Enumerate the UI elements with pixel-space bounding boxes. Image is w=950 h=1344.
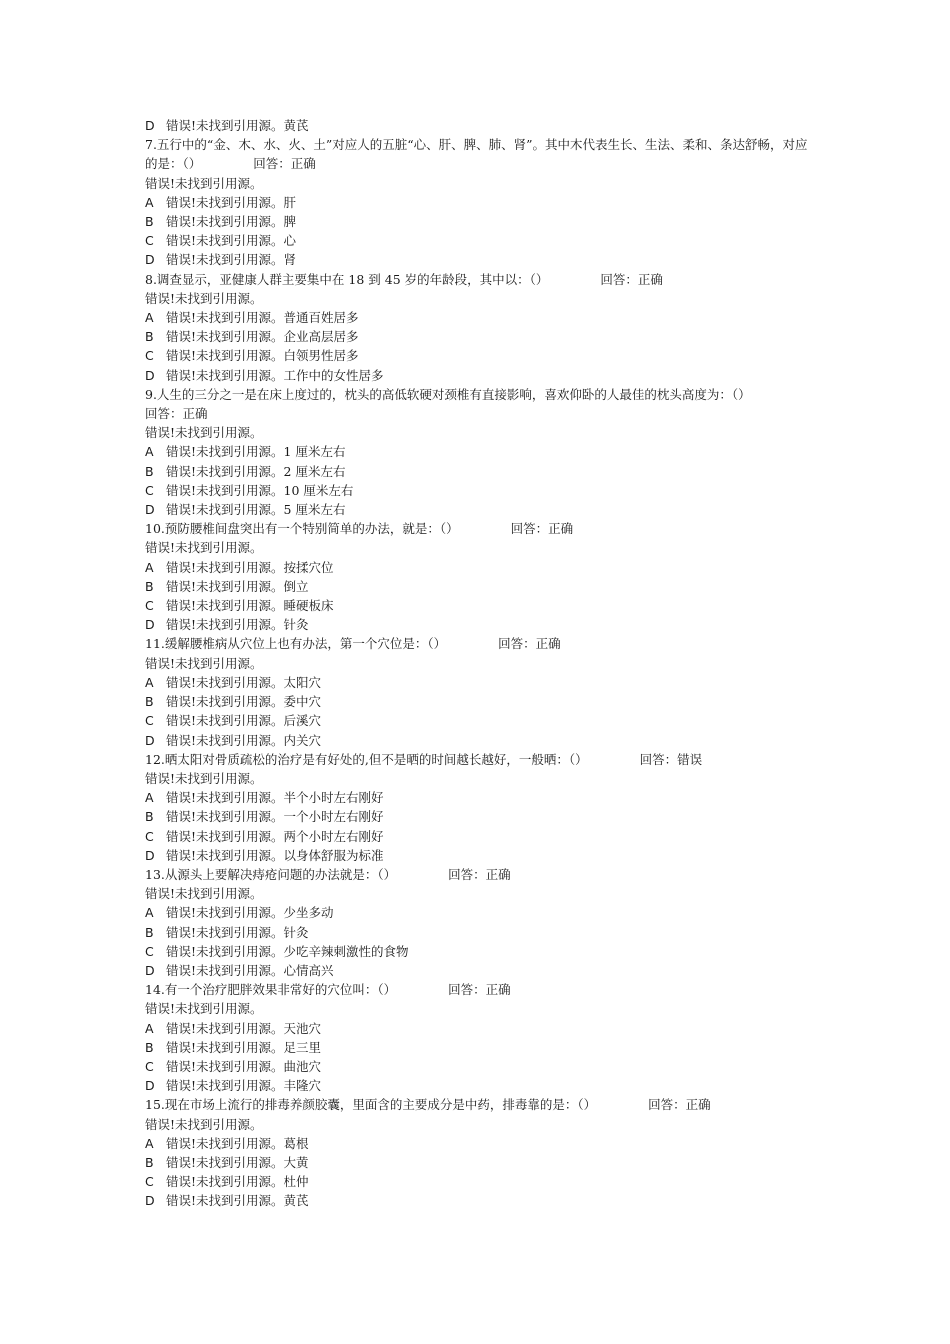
document-body xyxy=(145,116,811,1211)
option-line xyxy=(145,366,811,385)
option-line xyxy=(145,961,811,980)
option-line xyxy=(145,596,811,615)
option-letter: B xyxy=(145,809,154,825)
option-line xyxy=(145,615,811,634)
option-letter: A xyxy=(145,444,154,460)
option-text: 错误!未找到引用源。肾 xyxy=(166,252,297,268)
option-text: 错误!未找到引用源。5 厘米左右 xyxy=(166,502,346,518)
option-line xyxy=(145,212,811,231)
error-reference-line: 错误!未找到引用源。 xyxy=(145,290,263,306)
option-letter: A xyxy=(145,790,154,806)
option-line xyxy=(145,558,811,577)
option-line xyxy=(145,807,811,826)
option-text: 错误!未找到引用源。少吃辛辣刺激性的食物 xyxy=(166,943,409,959)
option-text: 错误!未找到引用源。普通百姓居多 xyxy=(166,310,359,326)
error-reference-line: 错误!未找到引用源。 xyxy=(145,655,263,671)
question-stem xyxy=(145,750,811,769)
option-letter: D xyxy=(145,962,155,978)
option-line xyxy=(145,827,811,846)
option-line xyxy=(145,462,811,481)
question-text: 13.从源头上要解决痔疮问题的办法就是：（） xyxy=(145,866,397,882)
option-letter: C xyxy=(145,828,154,844)
option-line xyxy=(145,692,811,711)
option-line xyxy=(145,250,811,269)
option-letter: B xyxy=(145,214,154,230)
option-text: 错误!未找到引用源。脾 xyxy=(166,214,297,230)
option-line xyxy=(145,731,811,750)
option-letter: B xyxy=(145,329,154,345)
option-text: 错误!未找到引用源。后溪穴 xyxy=(166,713,322,729)
question-stem xyxy=(145,385,811,423)
question-block xyxy=(145,865,811,980)
question-block xyxy=(145,270,811,385)
answer-status: 回答：正确 xyxy=(600,271,663,287)
option-letter: C xyxy=(145,713,154,729)
answer-status: 回答：正确 xyxy=(253,156,316,172)
option-line xyxy=(145,903,811,922)
error-reference-line: 错误!未找到引用源。 xyxy=(145,886,263,902)
question-block xyxy=(145,385,811,519)
error-reference-line: 错误!未找到引用源。 xyxy=(145,1001,263,1017)
question-text: 14.有一个治疗肥胖效果非常好的穴位叫：（） xyxy=(145,982,397,998)
option-letter: D xyxy=(145,847,155,863)
option-text: 错误!未找到引用源。天池穴 xyxy=(166,1020,322,1036)
question-block xyxy=(145,750,811,865)
option-text: 错误!未找到引用源。半个小时左右刚好 xyxy=(166,790,384,806)
question-text: 15.现在市场上流行的排毒养颜胶囊，里面含的主要成分是中药，排毒靠的是：（） xyxy=(145,1097,597,1113)
option-letter: D xyxy=(145,502,155,518)
option-letter: D xyxy=(145,1078,155,1094)
option-letter: D xyxy=(145,617,155,633)
question-stem xyxy=(145,1095,811,1114)
question-stem xyxy=(145,634,811,653)
option-line xyxy=(145,308,811,327)
question-text: 9.人生的三分之一是在床上度过的，枕头的高低软硬对颈椎有直接影响，喜欢仰卧的人最佳的枕头高度为：（） xyxy=(145,386,751,402)
option-letter: A xyxy=(145,310,154,326)
option-letter: D xyxy=(145,367,155,383)
answer-status: 回答：正确 xyxy=(648,1097,711,1113)
option-text: 错误!未找到引用源。曲池穴 xyxy=(166,1058,322,1074)
option-letter: C xyxy=(145,1174,154,1190)
question-stem xyxy=(145,270,811,289)
option-text: 错误!未找到引用源。1 厘米左右 xyxy=(166,444,346,460)
option-letter: C xyxy=(145,348,154,364)
option-line xyxy=(145,442,811,461)
option-letter: D xyxy=(145,732,155,748)
question-block xyxy=(145,135,811,269)
option-text: 错误!未找到引用源。一个小时左右刚好 xyxy=(166,809,384,825)
option-text: 错误!未找到引用源。太阳穴 xyxy=(166,674,322,690)
option-letter: B xyxy=(145,694,154,710)
option-line xyxy=(145,1057,811,1076)
option-text: 错误!未找到引用源。工作中的女性居多 xyxy=(166,367,384,383)
option-text: 错误!未找到引用源。少坐多动 xyxy=(166,905,334,921)
option-text: 错误!未找到引用源。针灸 xyxy=(166,617,309,633)
option-letter: A xyxy=(145,1020,154,1036)
answer-status: 回答：错误 xyxy=(639,751,703,767)
question-text: 7.五行中的“金、木、水、火、土”对应人的五脏“心、肝、脾、肺、肾”。其中木代表生长、生法、柔和、条达舒畅，对应的是：（） xyxy=(145,137,808,172)
option-letter: A xyxy=(145,194,154,210)
option-letter: D xyxy=(145,1193,155,1209)
option-text: 错误!未找到引用源。以身体舒服为标准 xyxy=(166,847,384,863)
question-text: 10.预防腰椎间盘突出有一个特别简单的办法，就是：（） xyxy=(145,521,459,537)
option-text: 错误!未找到引用源。丰隆穴 xyxy=(166,1078,322,1094)
option-text: 错误!未找到引用源。倒立 xyxy=(166,578,309,594)
option-letter: B xyxy=(145,924,154,940)
option-letter: C xyxy=(145,1058,154,1074)
option-line xyxy=(145,942,811,961)
option-line xyxy=(145,673,811,692)
option-text: 错误!未找到引用源。大黄 xyxy=(166,1154,309,1170)
option-letter: D xyxy=(145,252,155,268)
error-reference-line: 错误!未找到引用源。 xyxy=(145,1116,263,1132)
option-letter: C xyxy=(145,943,154,959)
option-letter: C xyxy=(145,598,154,614)
option-letter: A xyxy=(145,559,154,575)
option-letter: B xyxy=(145,463,154,479)
option-line xyxy=(145,327,811,346)
option-line xyxy=(145,923,811,942)
question-stem xyxy=(145,865,811,884)
question-list xyxy=(145,135,811,1210)
option-line xyxy=(145,346,811,365)
option-line xyxy=(145,1019,811,1038)
option-letter: A xyxy=(145,1135,154,1151)
question-text: 12.晒太阳对骨质疏松的治疗是有好处的,但不是晒的时间越长越好，一般晒：（） xyxy=(145,751,588,767)
option-line xyxy=(145,1191,811,1210)
option-line xyxy=(145,1134,811,1153)
option-text: 错误!未找到引用源。两个小时左右刚好 xyxy=(166,828,384,844)
option-line xyxy=(145,1153,811,1172)
question-stem xyxy=(145,135,811,173)
error-reference-line: 错误!未找到引用源。 xyxy=(145,175,263,191)
answer-status: 回答：正确 xyxy=(145,406,208,422)
option-text: 错误!未找到引用源。黄芪 xyxy=(166,1193,309,1209)
answer-status: 回答：正确 xyxy=(510,521,574,537)
option-letter: B xyxy=(145,1154,154,1170)
option-text: 错误!未找到引用源。内关穴 xyxy=(166,732,322,748)
option-line xyxy=(145,193,811,212)
question-block xyxy=(145,1095,811,1210)
option-line xyxy=(145,1172,811,1191)
option-text: 错误!未找到引用源。心 xyxy=(166,233,297,249)
error-reference-line: 错误!未找到引用源。 xyxy=(145,425,263,441)
option-text: 错误!未找到引用源。按揉穴位 xyxy=(166,559,334,575)
option-line xyxy=(145,577,811,596)
option-line xyxy=(145,116,811,135)
option-line xyxy=(145,1038,811,1057)
answer-status: 回答：正确 xyxy=(448,982,511,998)
answer-status: 回答：正确 xyxy=(498,636,561,652)
option-line xyxy=(145,231,811,250)
option-text: 错误!未找到引用源。心情高兴 xyxy=(166,962,334,978)
option-text: 错误!未找到引用源。委中穴 xyxy=(166,694,322,710)
answer-status: 回答：正确 xyxy=(448,866,511,882)
option-text: 错误!未找到引用源。针灸 xyxy=(166,924,309,940)
option-letter: D xyxy=(145,118,155,133)
option-text: 错误!未找到引用源。2 厘米左右 xyxy=(166,463,346,479)
option-text: 错误!未找到引用源。企业高层居多 xyxy=(166,329,359,345)
option-letter: C xyxy=(145,233,154,249)
option-letter: B xyxy=(145,1039,154,1055)
option-letter: A xyxy=(145,674,154,690)
option-line xyxy=(145,846,811,865)
option-text: 错误!未找到引用源。白领男性居多 xyxy=(166,348,359,364)
question-text: 11.缓解腰椎病从穴位上也有办法，第一个穴位是：（） xyxy=(145,636,447,652)
question-stem xyxy=(145,980,811,999)
option-letter: C xyxy=(145,482,154,498)
option-text: 错误!未找到引用源。杜仲 xyxy=(166,1174,309,1190)
option-text: 错误!未找到引用源。足三里 xyxy=(166,1039,322,1055)
option-text: 错误!未找到引用源。葛根 xyxy=(166,1135,309,1151)
error-reference-line: 错误!未找到引用源。 xyxy=(145,540,263,556)
question-block xyxy=(145,519,811,634)
option-line xyxy=(145,788,811,807)
question-block xyxy=(145,980,811,1095)
option-line xyxy=(145,711,811,730)
question-block xyxy=(145,634,811,749)
option-text: 错误!未找到引用源。肝 xyxy=(166,194,297,210)
option-line xyxy=(145,1076,811,1095)
option-text: 错误!未找到引用源。睡硬板床 xyxy=(166,598,334,614)
option-line xyxy=(145,481,811,500)
question-text: 8.调查显示，亚健康人群主要集中在 18 到 45 岁的年龄段，其中以：（） xyxy=(145,271,549,287)
option-text: 错误!未找到引用源。10 厘米左右 xyxy=(166,482,354,498)
question-stem xyxy=(145,519,811,538)
option-letter: B xyxy=(145,578,154,594)
option-line xyxy=(145,500,811,519)
error-reference-line: 错误!未找到引用源。 xyxy=(145,770,263,786)
option-letter: A xyxy=(145,905,154,921)
option-text: 错误!未找到引用源。黄芪 xyxy=(166,118,309,133)
